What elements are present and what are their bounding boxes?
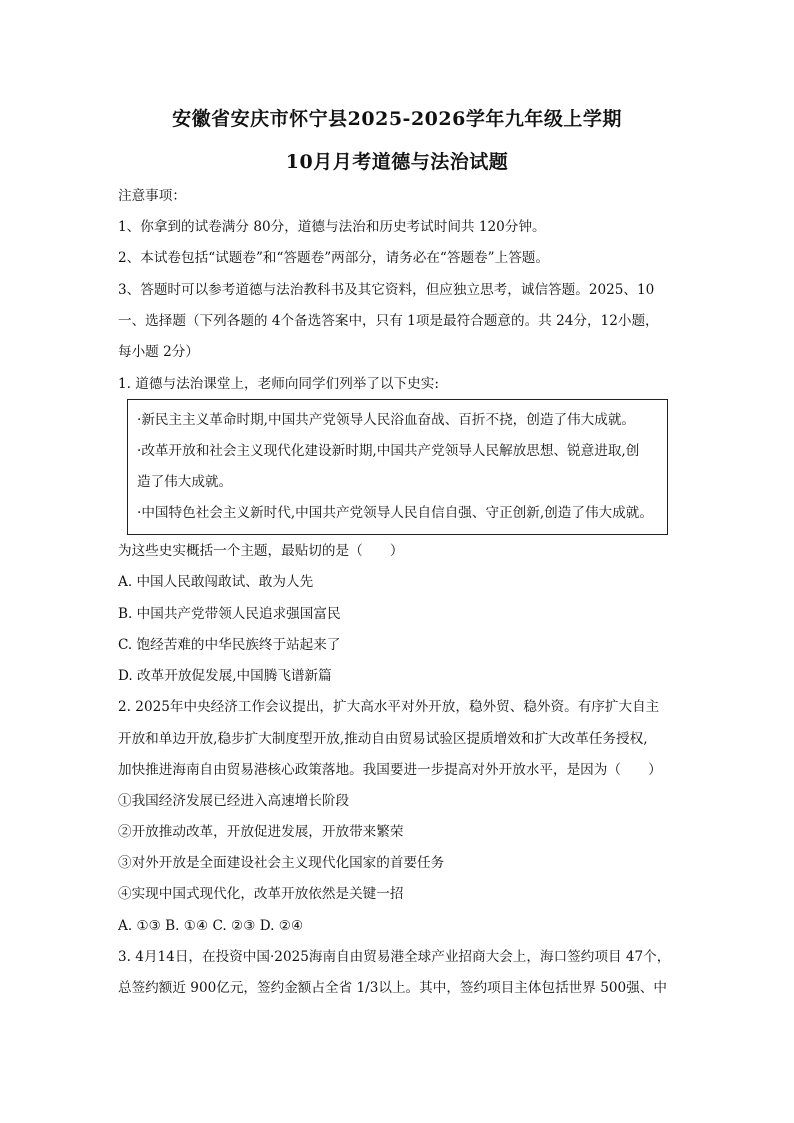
question-1-option-b: B. 中国共产党带领人民追求强国富民 — [118, 606, 341, 622]
notice-item-3: 3、答题时可以参考道德与法治教科书及其它资料，但应独立思考，诚信答题。2025、10 — [118, 282, 655, 298]
question-2-options: A. ①③ B. ①④ C. ②③ D. ②④ — [118, 918, 304, 934]
question-2-statement-2: ②开放推动改革，开放促进发展，开放带来繁荣 — [118, 824, 404, 840]
question-2-line3: 加快推进海南自由贸易港核心政策落地。我国要进一步提高对外开放水平，是因为（ ） — [118, 762, 662, 778]
question-1-stem: 1. 道德与法治课堂上，老师向同学们列举了以下史实: — [118, 376, 439, 392]
fact-line-1: ·新民主主义革命时期,中国共产党领导人民浴血奋战、百折不挠，创造了伟大成就。 — [137, 412, 636, 428]
notice-item-2: 2、本试卷包括“试题卷”和“答题卷”两部分，请务必在“答题卷”上答题。 — [118, 250, 549, 266]
fact-line-4: ·中国特色社会主义新时代,中国共产党领导人民自信自强、守正创新,创造了伟大成就。 — [137, 505, 653, 521]
fact-line-3: 造了伟大成就。 — [137, 474, 233, 490]
question-1-option-a: A. 中国人民敢闯敢试、敢为人先 — [118, 574, 314, 590]
notice-item-1: 1、你拿到的试卷满分 80分，道德与法治和历史考试时间共 120分钟。 — [118, 219, 546, 235]
exam-title-line2: 10月月考道德与法治试题 — [285, 151, 509, 173]
fact-line-2: ·改革开放和社会主义现代化建设新时期,中国共产党领导人民解放思想、锐意进取,创 — [137, 443, 640, 459]
question-1-option-d: D. 改革开放促发展,中国腾飞谱新篇 — [118, 668, 332, 684]
question-1-option-c: C. 饱经苦难的中华民族终于站起来了 — [118, 637, 341, 653]
section-heading-line1: 一、选择题（下列各题的 4个备选答案中，只有 1项是最符合题意的。共 24分，12小题， — [118, 313, 659, 329]
exam-title-line1: 安徽省安庆市怀宁县2025-2026学年九年级上学期 — [172, 108, 622, 130]
question-3-line1: 3. 4月14日，在投资中国·2025海南自由贸易港全球产业招商大会上，海口签约项目 47个， — [118, 949, 671, 965]
question-2-line2: 开放和单边开放,稳步扩大制度型开放,推动自由贸易试验区提质增效和扩大改革任务授权, — [118, 731, 648, 747]
question-1-prompt: 为这些史实概括一个主题，最贴切的是（ ） — [118, 543, 404, 559]
question-2-line1: 2. 2025年中央经济工作会议提出，扩大高水平对外开放，稳外贸、稳外资。有序扩大自主 — [118, 699, 660, 715]
question-2-statement-4: ④实现中国式现代化，改革开放依然是关键一招 — [118, 886, 404, 902]
section-heading-line2: 每小题 2分） — [118, 344, 199, 360]
question-2-statement-1: ①我国经济发展已经进入高速增长阶段 — [118, 793, 350, 809]
question-2-statement-3: ③对外开放是全面建设社会主义现代化国家的首要任务 — [118, 855, 445, 871]
question-3-line2: 总签约额近 900亿元，签约金额占全省 1/3以上。其中，签约项目主体包括世界 500强、中 — [118, 980, 667, 996]
notice-heading: 注意事项： — [118, 188, 186, 204]
